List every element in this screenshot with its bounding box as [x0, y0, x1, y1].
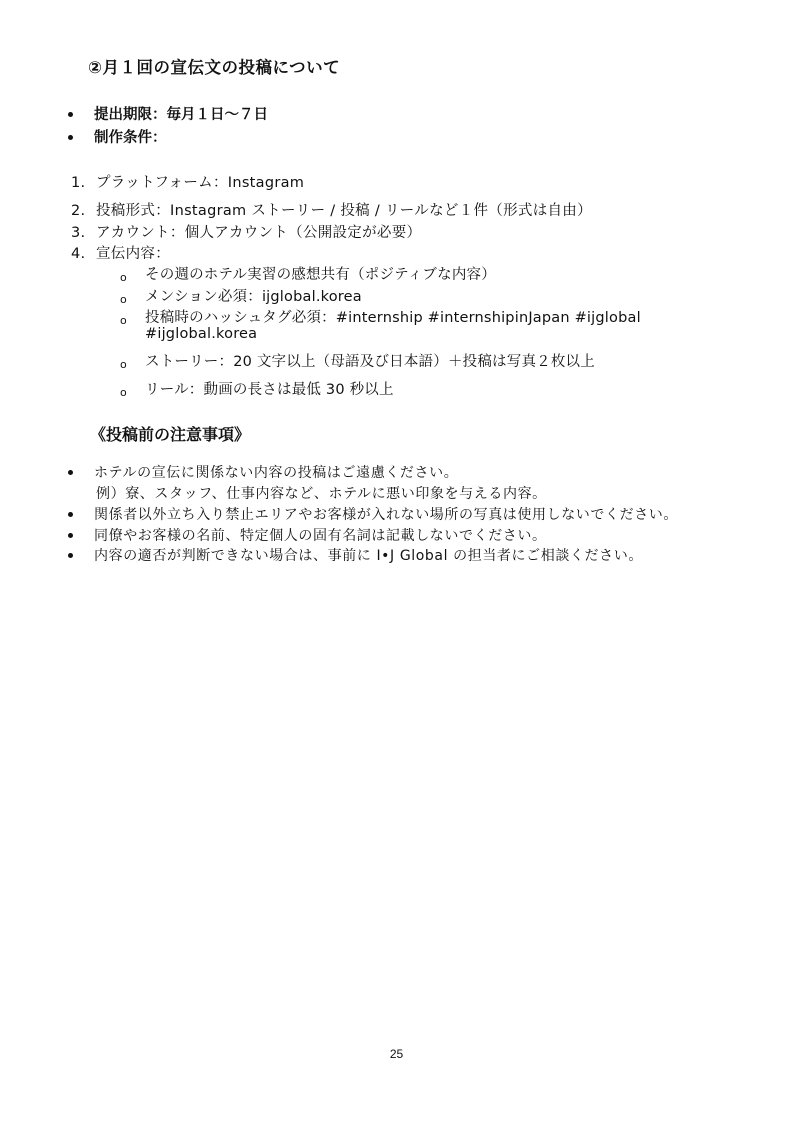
bullet-dot [68, 135, 73, 140]
note-item [68, 525, 547, 545]
numbered-item [71, 221, 421, 242]
numbered-item [71, 171, 304, 192]
note-text: 同僚やお客様の名前、特定個人の固有名詞は記載しないでください。 [94, 528, 547, 544]
bullet-dot [68, 553, 73, 558]
note-item [68, 504, 678, 524]
bullet-dot [68, 112, 73, 117]
circle-marker: o [120, 314, 127, 327]
item-text: プラットフォーム：Instagram [96, 175, 305, 191]
item-number: 1. [71, 175, 86, 191]
circle-marker: o [120, 293, 127, 306]
conditions-text: 制作条件： [94, 130, 167, 146]
note-continuation: 例）寮、スタッフ、仕事内容など、ホテルに悪い印象を与える内容。 [96, 486, 547, 502]
numbered-item [71, 242, 170, 263]
item-number: 3. [71, 225, 86, 241]
section-heading: 《投稿前の注意事項》 [90, 425, 251, 444]
item-text: 投稿形式：Instagram ストーリー / 投稿 / リールなど１件（形式は自由） [96, 203, 592, 219]
note-text: 関係者以外立ち入り禁止エリアやお客様が入れない場所の写真は使用しないでください。 [94, 507, 678, 523]
note-item [68, 545, 643, 565]
content-text: ストーリー：20 文字以上（母語及び日本語）＋投稿は写真２枚以上 [145, 354, 595, 370]
deadline-text: 提出期限：毎月１日～７日 [94, 107, 268, 123]
content-item [120, 263, 496, 284]
content-text: 投稿時のハッシュタグ必須：#internship #internshipinJapan #ijglobal [145, 310, 641, 326]
content-continuation: #ijglobal.korea [145, 326, 258, 342]
bullet-dot [68, 470, 73, 475]
bullet-dot [68, 533, 73, 538]
content-item [120, 306, 641, 327]
note-item [68, 462, 458, 482]
item-number: 4. [71, 246, 86, 262]
page-number: 25 [389, 1047, 404, 1061]
item-text: 宣伝内容： [96, 246, 170, 262]
content-text: メンション必須：ijglobal.korea [145, 289, 362, 305]
bullet-dot [68, 512, 73, 517]
circle-marker: o [120, 358, 127, 371]
content-item [120, 285, 362, 306]
item-text: アカウント：個人アカウント（公開設定が必要） [96, 225, 422, 241]
content-item [120, 350, 595, 371]
conditions-bullet [68, 126, 167, 147]
circle-marker: o [120, 386, 127, 399]
numbered-item [71, 199, 592, 220]
content-text: その週のホテル実習の感想共有（ポジティブな内容） [145, 267, 496, 283]
item-number: 2. [71, 203, 86, 219]
section-title: ②月１回の宣伝文の投稿について [88, 58, 341, 77]
content-item [120, 378, 394, 399]
circle-marker: o [120, 271, 127, 284]
deadline-bullet [68, 103, 268, 124]
content-text: リール：動画の長さは最低 30 秒以上 [145, 382, 394, 398]
note-text: ホテルの宣伝に関係ない内容の投稿はご遠慮ください。 [94, 465, 459, 481]
note-text: 内容の適否が判断できない場合は、事前に I•J Global の担当者にご相談ください。 [94, 548, 643, 564]
